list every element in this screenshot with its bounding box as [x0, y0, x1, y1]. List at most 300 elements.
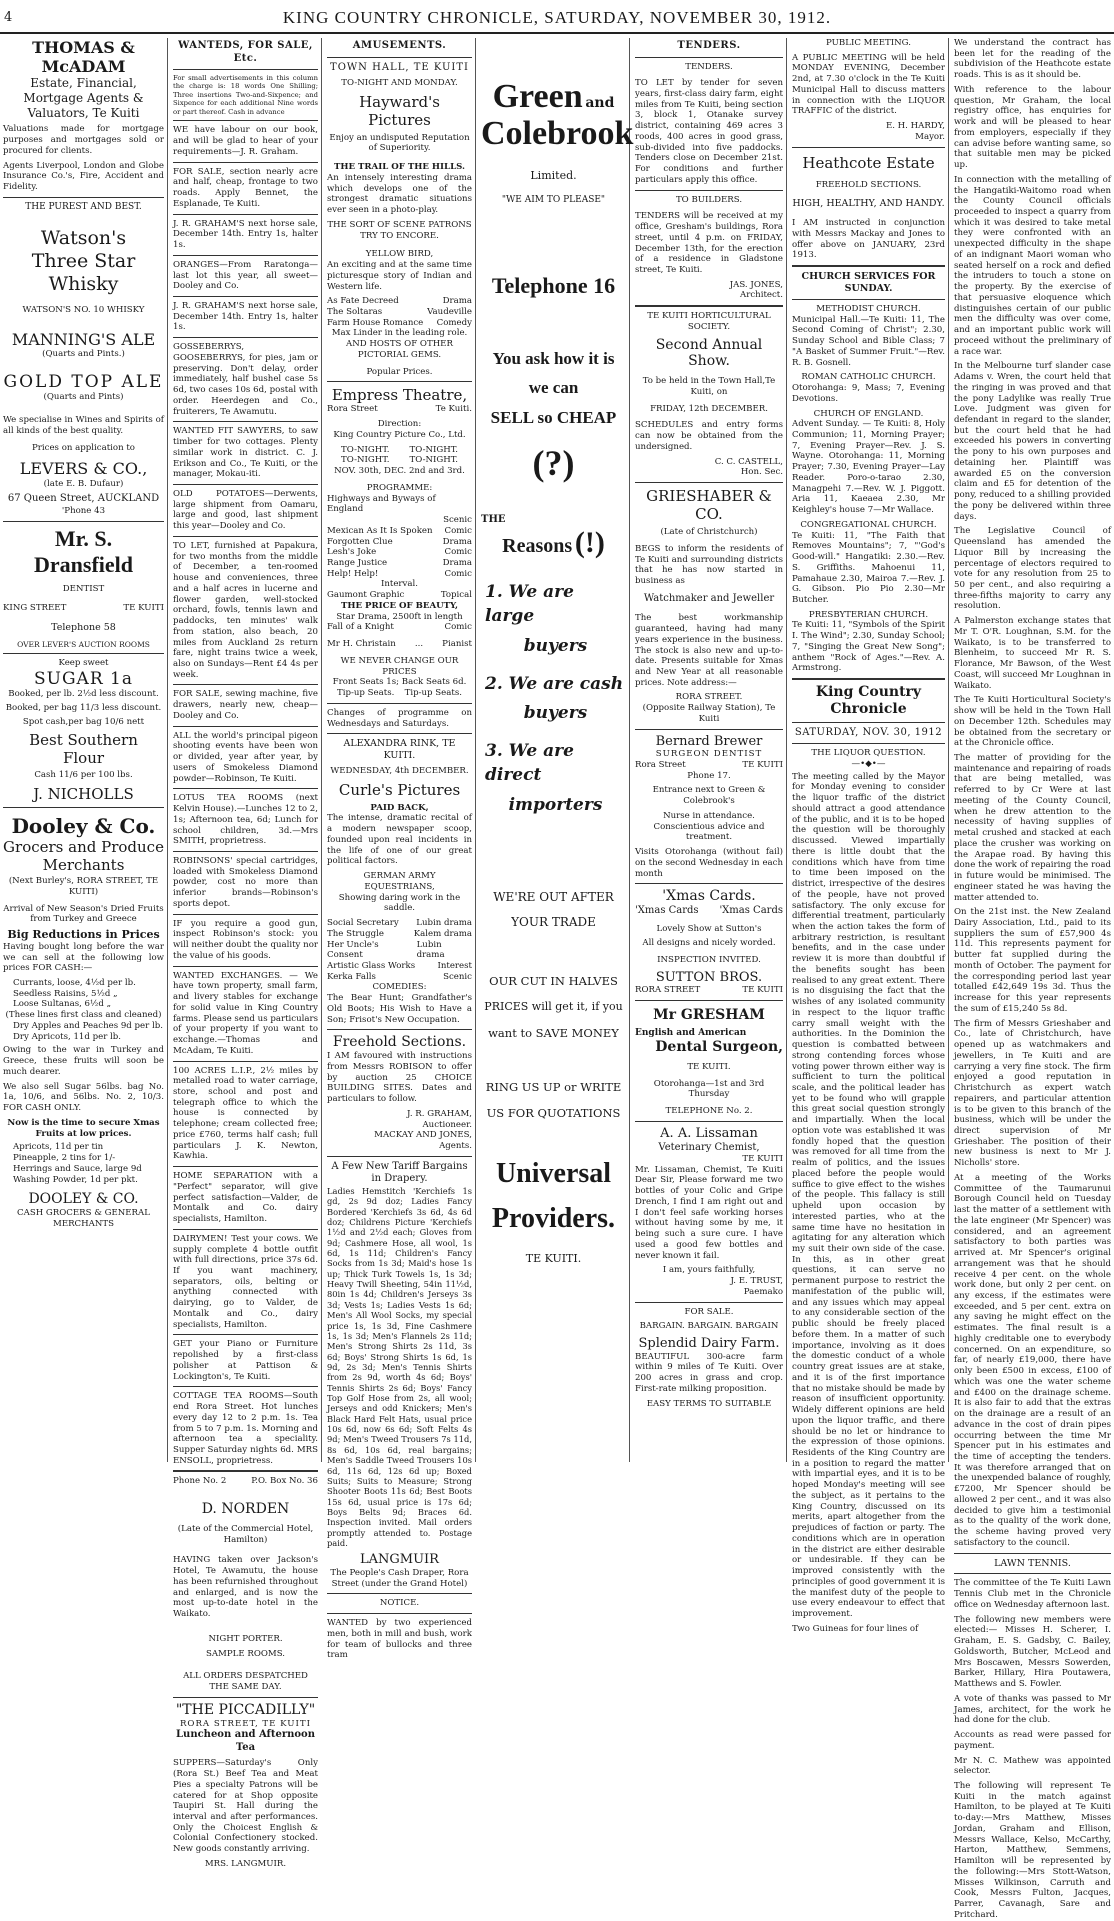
- high-healthy: HIGH, HEALTHY, AND HANDY.: [792, 198, 945, 210]
- te-kuiti: TE KUITI: [742, 985, 783, 996]
- schedules-text: SCHEDULES and entry forms can now be obtained from the undersigned.: [635, 420, 783, 452]
- tariff-text: Ladies Hemstitch 'Kerchiefs 1s gd, 2s 9d doz; Ladies Fancy Bordered 'Kerchiefs 3s 6d, 4s 6d doz; Childrens Picture 'Kerchiefs 1½d and 2½d each; Gloves from 9d; Cashmere Hose, all wool, 1s 6d, 1s 11d; Children's Fancy Socks from 1s 3d; Maid's hose 1s up; Thick Turk Towels 1s, 1s 3d; Heavy Twill Sheeting, 54in 11½d, 80in 1s 4d; Children's Jerseys 3s 3d; Vests 1s; Ladies Vests 1s 6d; Men's All Wool Socks, my special price 1s, 1s 3d, Fine Cashmere 1s, 1s 3d; Men's Flannels 2s 11d; Men's Strong Shirts 2s 11d, 3s 6d; Boys' Strong Shirts 1s 6d, 1s 9d, 2s 3d; Men's Tennis Shirts from 2s 9d, worth 4s 6d; Boys' Tennis Shirts 2s 6d; Boys' Fancy Top Golf Hose from 2s, all wool; Jerseys and odd Knickers; Men's Black Hard Felt Hats, usual price 10s 6d, now 6s 6d; Soft Felts 4s 9d; Men's Tweed Trousers 7s 11d, 8s 6d, 10s 6d, real bargains; Men's Saddle Tweed Trousers 10s 6d, 11s 6d, 12s 6d up; Boxed Suits; Suits to Measure; Strong Shooter Boots 11s 6d; Best Boots 15s 6d, usual price is 17s 6d; Boys Belts 9d; Braces 6d. Inspection invited. Mail orders promptly attended to. Postage paid.: [327, 1185, 472, 1549]
- english-american: English and American: [635, 1027, 747, 1038]
- builders-heading: TO BUILDERS.: [675, 194, 743, 205]
- xmas-text: Now is the time to secure Xmas Fruits at low prices.: [7, 1117, 160, 1139]
- max-linder: Max Linder in the leading role.: [331, 328, 468, 339]
- dooley-footer: CASH GROCERS & GENERAL MERCHANTS: [17, 1208, 150, 1229]
- classified-ad: WANTED EXCHANGES. — We have town property, small farm, and livery stables for exchange for solid value in King Country farms. Please send us particulars of your property if you want to exchange.—Thomas and McAdam, Te Kuiti.: [173, 970, 319, 1056]
- owing-text: Owing to the war in Turkey and Greece, these fruits will soon be much dearer.: [3, 1045, 164, 1077]
- dooley-subtitle: Grocers and Produce: [3, 838, 164, 857]
- sell-cheap: SELL so CHEAP: [490, 408, 617, 428]
- empress-dates: NOV. 30th, DEC. 2nd and 3rd.: [334, 466, 465, 477]
- reason-3: 3. We are direct: [485, 741, 574, 785]
- news-paragraph: Accounts as read were passed for payment.: [954, 1730, 1111, 1751]
- enjoy-text: Enjoy an undisputed Reputation of Superiority.: [329, 132, 470, 154]
- flour-title: Best Southern: [29, 731, 138, 750]
- suppers-text: SUPPERS—Saturday's Only (Rora St.) Beef Tea and Meat Pies a specialty Patrons will be catered for at Shop opposite Taupiri St. Hall during the interval and after performances. Only the Choicest English & Colonial Confectionery stocked. New goods constantly arriving.: [173, 1758, 318, 1855]
- editorial-text: The meeting called by the Mayor for Monday evening to consider the liquor traffic of the district should attract a good attendance of the public, and it is to be hoped the question will be thoroughly discussed. Viewed impartially there is little doubt that the conditions which have from time to time been imposed on the district, irrespective of the desires of the people, have not proved satisfactory. The only excuse for differential treatment, particularly when the action takes the form of arbitrary restriction, is resultant benefits, and in the case under review it is more than doubtful if the benefits sought has been realised to any great extent. There is no disguising the fact that the wishes of any isolated community in respect to the liquor traffic carry small weight with the authorities. In the Dominion the question is combatted between strong contending forces whose voting power thrown either way is sufficient to turn the political scale, and the political leader has yet to be found who will grapple this great social question strongly and impartially. When the local option vote was established it was fondly hoped that the question was removed for all time from the realm of politics, and the issues placed before the people would suffice to give effect to the wishes of the people. This fallacy is still upheld upon occasion by interested parties, who at the same time have no hesitation in agitating for any alteration which my suit their own side of the case. In this, as in other great questions, it can serve no permanent purpose to restrict the manifestation of the public will, and any issues which may appeal to any considerable section of the public should be freely placed before them. In a matter of such importance, involving as it does the domestic conduct of a whole country great issues are at stake, and it is of the first importance that no mistake should be made by reason of insufficient opportunity. Widely different opinions are held upon the liquor traffic, and there should be no let or hindrance to the expression of those opinions. Residents of the King Country are in a position to regard the matter with impartial eyes, and it is to be hoped Monday's meeting will see the subject, as it pertains to the King Country, discussed on its merits, apart altogether from the prejudices of faction or party. The conditions which are in operation in the district are either desirable or undesirable. If they can be improved consistently with the principles of good government it is the manifest duty of the people to use every endeavour to effect that improvement.: [792, 771, 945, 1619]
- column-6: [789, 38, 949, 1634]
- alexandra-rink: ALEXANDRA RINK, TE KUITI.: [343, 738, 456, 762]
- luncheon: Luncheon and Afternoon Tea: [176, 1729, 315, 1753]
- tipup: Tip-up Seats.: [337, 688, 395, 699]
- dransfield-telephone: Telephone 58: [51, 621, 116, 633]
- visits-text: Visits Otorohanga (without fail) on the second Wednesday in each month: [635, 847, 783, 879]
- yellow-text: An exciting and at the same time picturesque story of Indian and Western life.: [327, 260, 472, 292]
- news-paragraph: The firm of Messrs Grieshaber and Co., late of Christchurch, have opened up as watchmakers and jewellers, in Te Kuiti and are carrying a very fine stock. The firm enjoyed a good reputation in Christchurch as expert watch repairers, and particular attention is to be given to this branch of the business, which will be under the direct supervision of Mr Grieshaber. The position of their new business is next to Mr J. Nicholls' store.: [954, 1018, 1111, 1169]
- ornament: —•◆•—: [851, 758, 886, 769]
- phone-17: Phone 17.: [687, 770, 731, 781]
- scenic-label: Scenic: [443, 515, 472, 526]
- empress-title: Empress Theatre,: [331, 386, 468, 405]
- telephone-16: Telephone 16: [491, 272, 616, 298]
- popular-prices: Popular Prices.: [366, 366, 433, 377]
- te-kuiti-footer: TE KUITI.: [525, 1252, 582, 1266]
- classified-ad: ORANGES—From Raratonga—last lot this year, all sweet—Dooley and Co.: [173, 259, 318, 292]
- public-meeting-heading: PUBLIC MEETING.: [826, 38, 911, 48]
- watchmaker: Watchmaker and Jeweller: [643, 592, 775, 604]
- paid-back: PAID BACK,: [370, 802, 429, 813]
- classified-ad: J. R. GRAHAM'S next horse sale, December 14th. Entry 1s, halter 1s.: [173, 218, 318, 251]
- german-army: GERMAN ARMY EQUESTRIANS,: [363, 871, 436, 892]
- freehold-text: I AM favoured with instructions from Messrs ROBISON to offer by auction 25 CHOICE BUILDING SITES. Dates and particulars to follow.: [327, 1051, 472, 1105]
- programme-item: Social Secretary Lubin drama: [327, 918, 472, 929]
- changes-text: Changes of programme on Wednesdays and Saturdays.: [327, 707, 472, 729]
- agents-label: Agents.: [439, 1141, 472, 1152]
- telephone-no-2: TELEPHONE No. 2.: [665, 1106, 753, 1117]
- catholic-text: Otorohanga: 9, Mass; 7, Evening Devotions.: [792, 383, 945, 404]
- flour-title: Flour: [62, 749, 105, 768]
- annual-show: Second Annual Show.: [655, 336, 763, 370]
- programme-item: Kerka Falls Scenic: [327, 971, 472, 982]
- comedies-text: The Bear Hunt; Grandfather's Old Boots; His Wish to Have a Son; Frisot's New Occupation.: [327, 993, 472, 1025]
- notice-text: WANTED by two experienced men, both in mill and bush, work for team of bullocks and three tram: [327, 1618, 472, 1661]
- lawn-tennis-heading: LAWN TENNIS.: [994, 1557, 1071, 1569]
- classified-ad: DAIRYMEN! Test your cows. We supply complete 4 bottle outfit with full directions, price 37s 6d. If you want machinery, separators, oils, belting or anything connected with dairying, go to Valder, de Montalk and Co., dairy specialists, Hamilton.: [173, 1233, 318, 1330]
- inspection-invited: INSPECTION INVITED.: [657, 955, 761, 966]
- mackay-jones: MACKAY AND JONES,: [374, 1130, 472, 1141]
- king-street: KING STREET: [3, 603, 67, 614]
- news-paragraph: The following new members were elected:— Misses H. Scherer, I. Graham, E. S. Gadsby, C. Bailey, Goldsworth, Butcher, McLeod and Mrs Boscawen, Messrs Sowerden, Barker, Hillary, Hira Poutawera, Matthews and S. Fowler.: [954, 1614, 1111, 1690]
- classified-ad: J. R. GRAHAM'S next horse sale, December 14th. Entry 1s, halter 1s.: [173, 300, 318, 333]
- piccadilly-title: "THE PICCADILLY": [175, 1701, 316, 1718]
- firm-subtitle: Estate, Financial,: [30, 76, 137, 91]
- instructed-text: I AM instructed in conjunction with Messrs Mackay and Jones to offer above on JANUARY, 23rd 1913.: [792, 218, 945, 261]
- norden-pobox: P.O. Box No. 36: [251, 1476, 318, 1487]
- goldtop-title: GOLD TOP ALE: [3, 372, 164, 393]
- grieshaber-title: GRIESHABER & CO.: [646, 487, 772, 524]
- yours-faithfully: I am, yours faithfully,: [662, 1265, 756, 1276]
- sugar-title: SUGAR 1a: [34, 668, 133, 689]
- cut-1: OUR CUT IN HALVES: [489, 973, 618, 988]
- langmuir-title: LANGMUIR: [360, 1552, 439, 1568]
- tenders-heading: TENDERS.: [677, 40, 741, 51]
- england: CHURCH OF ENGLAND.: [813, 408, 924, 419]
- reason-1b: buyers: [523, 635, 588, 656]
- otorohanga-text: Otorohanga—1st and 3rd Thursday: [653, 1078, 765, 1100]
- begs-text: BEGS to inform the residents of Te Kuiti and surrounding districts that he has now started in business as: [635, 543, 783, 587]
- and-word: and: [585, 95, 615, 111]
- sort-text: THE SORT OF SCENE PATRONS TRY TO ENCORE.: [327, 219, 472, 241]
- chronicle-title: King Country Chronicle: [815, 684, 922, 717]
- programme-item: Her Uncle's Consent Lubin drama: [327, 939, 445, 961]
- norden-text: HAVING taken over Jackson's Hotel, Te Awamutu, the house has been refurnished throughout and enlarged, and is now the most up-to-date hotel in the Waikato.: [173, 1555, 318, 1620]
- town-hall: TOWN HALL, TE KUITI: [330, 61, 469, 73]
- mannings-title: MANNING'S ALE: [11, 330, 156, 350]
- classified-ad: HOME SEPARATION with a "Perfect" separator, will give perfect satisfaction—Valder, de Montalk and Co. dairy specialists, Hamilton.: [173, 1171, 318, 1225]
- norden-sub: (Late of the Commercial Hotel, Hamilton): [177, 1524, 314, 1545]
- architect-label: Architect.: [740, 290, 783, 301]
- over-levers: OVER LEVER'S AUCTION ROOMS: [17, 639, 150, 649]
- presbyterian-text: Te Kuiti: 11, "Symbols of the Spirit I. The Wind"; 2.30, Sunday School; 7, "Singing the Great New Song"; anthem "Rock of Ages."—Rev. A. Armstrong.: [792, 620, 945, 674]
- page-number: 4: [4, 10, 13, 25]
- cut-2: PRICES will get it, if you: [484, 999, 623, 1013]
- methodist-text: Municipal Hall.—Te Kuiti: 11, The Second Coming of Christ"; 2.30, Sunday School and Bible Class; 7 "A Basket of Summer Fruit."—Rev. R. B. Gosnell.: [792, 314, 945, 368]
- heathcote-title: Heathcote Estate: [802, 153, 935, 172]
- arrival-text: Arrival of New Season's Dried Fruits from Turkey and Greece: [3, 903, 164, 925]
- masthead: [0, 0, 1114, 34]
- column-7: [951, 38, 1114, 1920]
- question-mark: (?): [532, 443, 575, 484]
- booked-2: Booked, per bag 11/3 less discount.: [5, 702, 162, 713]
- te-kuiti: TE KUITI: [742, 759, 783, 770]
- xmas-card: 'Xmas Cards: [719, 905, 783, 917]
- wines-text: We specialise in Wines and Spirits of all kinds of the best quality.: [3, 415, 164, 436]
- jones-sig: JAS. JONES,: [729, 279, 783, 290]
- never-change: WE NEVER CHANGE OUR PRICES: [340, 655, 459, 677]
- meeting-text: A PUBLIC MEETING will be held MONDAY EVENING, December 2nd, at 7.30 o'clock in the Te Kuiti Municipal Hall to discuss matters in connection with the LIQUOR TRAFFIC of the district.: [792, 52, 945, 117]
- graham-sig: J. R. GRAHAM,: [407, 1108, 472, 1119]
- rora-street: Rora Street: [635, 759, 686, 770]
- column-1: [0, 38, 168, 1462]
- apricots-tin: Apricots, 11d per tin: [13, 1142, 104, 1153]
- surgeon-dentist: SURGEON DENTIST: [655, 749, 763, 760]
- church-heading: CHURCH SERVICES FOR SUNDAY.: [801, 271, 936, 295]
- opposite-station: (Opposite Railway Station), Te Kuiti: [642, 703, 776, 724]
- having-text: Having bought long before the war we can sell at the following low prices FOR CASH:—: [3, 941, 164, 974]
- tonight-label: TO-NIGHT.: [409, 444, 458, 455]
- firm-subtitle: Valuators, Te Kuiti: [27, 106, 140, 121]
- sugar56-text: We also sell Sugar 56lbs. bag No. 1a, 10/6, and 56lbs. No. 2, 10/3. FOR CASH ONLY.: [3, 1081, 164, 1114]
- price-of-beauty: THE PRICE OF BEAUTY,: [340, 600, 459, 611]
- programme-item: Help! Help! Comic: [327, 568, 472, 579]
- yellow-bird: YELLOW BIRD,: [365, 249, 434, 260]
- all-designs: All designs and nicely worded.: [642, 938, 776, 949]
- direction-label: Direction:: [377, 419, 422, 430]
- classified-ad: WANTED FIT SAWYERS, to saw timber for two cottages. Plenty similar work in district. C. J. Erikson and Co., Te Kuiti, or the manager, Mokau-iti.: [173, 426, 318, 480]
- reason-3b: importers: [508, 794, 603, 815]
- firm-agents: Agents Liverpool, London and Globe Insurance Co.'s, Fire, Accident and Fidelity.: [3, 160, 164, 193]
- news-paragraph: In connection with the metalling of the Hangatiki-Waitomo road when the County Council officials proceeded to inspect a quarry from which it was desired to take metal they were confronted with an unexpected difficulty in the shape of an indignant Maori woman who seated herself on a rock and defied the intruders to touch a stone on the property. By the exercise of that persuasive eloquence which distinguishes certain of our public men the difficulty was over come, and an important public work will proceed without the preliminary of a race war.: [954, 174, 1111, 357]
- langmuir-sub: The People's Cash Draper, Rora Street (under the Grand Hotel): [330, 1568, 469, 1589]
- classified-ad: ROBINSONS' special cartridges, loaded with Smokeless Diamond powder, cost no more than inferior brands—Robinson's sports depot.: [173, 856, 318, 909]
- hon-sec: Hon. Sec.: [740, 467, 783, 478]
- rora-street: RORA STREET: [635, 985, 701, 996]
- programme-item: The Struggle Kalem drama: [327, 928, 472, 939]
- providers-title: Providers.: [491, 1202, 616, 1234]
- hosts-text: AND HOSTS OF OTHER PICTORIAL GEMS.: [346, 339, 453, 360]
- hort-society: TE KUITI HORTICULTURAL SOCIETY.: [647, 311, 771, 332]
- congregational-text: Te Kuiti: 11, "The Faith that Removes Mountains"; 7, "'God's Good-will." Hangatiki: 2.30.—Rev. S. Griffiths. Mahoenui 11, Pamahaue 2.30, Mairoa 7.—Rev. J. G. Gibson. Pio Pio 2.30—Mr Butcher.: [792, 530, 945, 605]
- tender-2: TENDERS will be received at my office, Gresham's buildings, Rora street, until 4 p.m. on FRIDAY, December 13th, for the erection of a residence in Gladstone street, Te Kuiti.: [635, 211, 783, 275]
- picture-co: King Country Picture Co., Ltd.: [333, 429, 466, 440]
- tonight-label: TO-NIGHT.: [341, 444, 390, 455]
- entrance-text: Entrance next to Green & Colebrook's: [652, 785, 766, 807]
- apples: Dry Apples and Peaches 9d per lb.: [13, 1020, 163, 1031]
- norden-title: D. NORDEN: [201, 1501, 290, 1518]
- haywards-title: Hayward's Pictures: [359, 92, 440, 129]
- out-after-1: WE'RE OUT AFTER: [493, 889, 614, 904]
- gresham-title: Mr GRESHAM: [653, 1007, 765, 1024]
- vet-chemist: Veterinary Chemist,: [658, 1141, 760, 1153]
- hardy-sig: E. H. HARDY,: [885, 121, 945, 132]
- thomas-mcadam-title: THOMAS & McADAM: [32, 38, 135, 77]
- classified-ad: LOTUS TEA ROOMS (next Kelvin House).—Lunches 12 to 2, 1s; Afternoon tea, 6d; Lunch for school children, 3d.—Mrs SMITH, proprietress.: [173, 793, 318, 847]
- mayor-label: Mayor.: [915, 131, 945, 142]
- classified-ad: GOSSEBERRYS, GOOSEBERRYS, for pies, jam or preserving. Don't delay, order immediately, half bushel case 5s 6d, two cases 10s 6d, postal with order. Heerdegen and Co., fruiterers, Te Awamutu.: [173, 342, 318, 417]
- advice-text: Conscientious advice and treatment.: [653, 821, 765, 843]
- lines-note: (These lines first class and cleaned): [5, 1010, 162, 1021]
- presbyterian: PRESBYTERIAN CHURCH.: [808, 609, 929, 620]
- dental-surgeon: Dental Surgeon,: [655, 1039, 783, 1056]
- gaumont: Gaumont Graphic: [327, 590, 405, 601]
- lissaman-te-kuiti: TE KUITI: [742, 1154, 783, 1165]
- levers-address: 67 Queen Street, AUCKLAND: [7, 493, 160, 505]
- firm-subtitle: Mortgage Agents &: [23, 91, 144, 106]
- pineapple: Pineapple, 2 tins for 1/-: [13, 1153, 116, 1164]
- news-paragraph: The Legislative Council of Queensland has amended the Liquor Bill by increasing the percentage of electors required to vote for any resolution from 25 to 50 per cent., and also requiring a three-fifths majority to carry any resolution.: [954, 526, 1111, 612]
- programme-heading: PROGRAMME:: [366, 482, 433, 493]
- topical: Topical: [440, 590, 472, 601]
- sultanas: Loose Sultanas, 6½d „: [13, 999, 112, 1010]
- raisins: Seedless Raisins, 5½d „: [13, 988, 118, 999]
- tonight-label: TO-NIGHT.: [409, 455, 458, 466]
- keep-sweet: Keep sweet: [58, 658, 109, 669]
- programme-item: Forgotten Clue Drama: [327, 536, 472, 547]
- levers-title: LEVERS & CO.,: [19, 459, 148, 479]
- beauty-sub: Star Drama, 2500ft in length: [336, 611, 463, 622]
- tonight-monday: TO-NIGHT AND MONDAY.: [341, 78, 458, 88]
- firm-text: Valuations made for mortgage purposes and mortgages sold or procured for clients.: [3, 124, 164, 156]
- lissaman-letter: Mr. Lissaman, Chemist, Te Kuiti Dear Sir, Please forward me two bottles of your Colic and Gripe Drench, I find I am right out and I don't feel safe working horses without having some by me, it being such a sure cure. I have used a good few bottles and never known it fail.: [635, 1164, 783, 1261]
- colebrook-title: Colebrook: [481, 115, 634, 153]
- curles-title: Curle's Pictures: [338, 780, 461, 799]
- tenders-sub: TENDERS.: [685, 61, 733, 72]
- news-paragraph: In the Melbourne turf slander case Adams v. Wren, the court held that the ringing in was proved and that the pony Ladylike was really True Love. Judgment was given for defendant in regard to the slander, but the court held that he had exceeded his powers in converting the pony to his own purposes and detaining her. Plaintiff was awarded £5 on the conversion claim and £5 for detention of the pony, reduced to a shilling provided the pony be delivered within three days.: [954, 361, 1111, 522]
- classified-ad: IF you require a good gun, inspect Robinson's stock: you will neither doubt the quality nor the value of his goods.: [173, 918, 318, 961]
- brewer-title: Bernard Brewer: [655, 733, 763, 749]
- sutton-bros: SUTTON BROS.: [655, 969, 763, 985]
- green-title-row: [481, 78, 626, 115]
- news-paragraph: On the 21st inst. the New Zealand Dairy Association, Ltd., paid to its suppliers the sum of £57,900 4s 11d. This represents payment for butter fat supplied during the month of October. The payment for the corresponding period last year totalled £42,649 19s 3d. Thus the increase for this year represents the sum of £15,240 5s 8d.: [954, 907, 1111, 1014]
- easy-terms: EASY TERMS TO SUITABLE: [646, 1398, 772, 1409]
- night-porter: NIGHT PORTER.: [208, 1633, 283, 1644]
- comedies-heading: COMEDIES:: [372, 982, 427, 993]
- currants: Currants, loose, 4½d per lb.: [13, 978, 136, 989]
- column-5: [632, 38, 787, 1462]
- column-2: [170, 38, 322, 1869]
- rates-text: For small advertisements in this column the charge is: 18 words One Shilling; Three insertions Two-and-Sixpence; and Sixpence for each additional Nine words or part thereof. Cash in advance: [173, 74, 318, 116]
- best-workmanship: The best workmanship guaranteed, having had many years experience in the business. The stock is also new and up-to-date. Presents suitable for Xmas and New Year at all reasonable prices. Note address:—: [635, 613, 783, 688]
- levers-phone: 'Phone 43: [61, 505, 106, 516]
- bargain: BARGAIN. BARGAIN. BARGAIN: [639, 1321, 779, 1332]
- freehold-sections: FREEHOLD SECTIONS.: [815, 179, 922, 190]
- paid-text: The intense, dramatic recital of a modern newspaper scoop, founded upon real incidents in the life of one of our great political factors.: [327, 813, 472, 867]
- spot-cash: Spot cash,per bag 10/6 nett: [22, 716, 145, 727]
- programme-item: Lesh's Joke Comic: [327, 547, 472, 558]
- trail-heading: THE TRAIL OF THE HILLS.: [333, 162, 466, 173]
- classified-ad: 100 ACRES L.I.P., 2½ miles by metalled road to water carriage, store, school and post and telegraph office to which the house is connected by telephone; cream collected free; price £760, terms half cash; full particulars J. K. Newton, Kawhia.: [173, 1065, 318, 1162]
- te-kuiti: TE KUITI: [123, 603, 164, 614]
- classified-ad: OLD POTATOES—Derwents, large shipment from Oamaru, large and good, last shipment this year—Dooley and Co.: [173, 488, 318, 532]
- reasons-title: Reasons: [502, 535, 573, 558]
- castell-sig: C. C. CASTELL,: [714, 456, 783, 467]
- dooley-co: DOOLEY & CO.: [28, 1191, 139, 1208]
- news-paragraph: The committee of the Te Kuiti Lawn Tennis Club met in the Chronicle office on Wednesday afternoon last.: [954, 1578, 1111, 1610]
- classified-ad: FOR SALE, sewing machine, five drawers, nearly new, cheap—Dooley and Co.: [173, 689, 318, 721]
- programme-item: Artistic Glass Works Interest: [327, 961, 472, 972]
- fall-knight: Fall of a Knight: [327, 622, 394, 633]
- aim-to-please: "WE AIM TO PLEASE": [501, 194, 606, 205]
- norden-phone: Phone No. 2: [173, 1476, 227, 1487]
- tender-1: TO LET by tender for seven years, first-class dairy farm, eight miles from Te Kuiti, being section 3, block 1, Otanake survey district, containing 469 acres 3 roods, 400 acres in good grass, sub-divided into five paddocks. Tenders close on December 21st. For conditions and further particulars apply this office.: [635, 78, 783, 185]
- apricots: Dry Apricots, 11d per lb.: [13, 1031, 122, 1042]
- wednesday-date: WEDNESDAY, 4th DECEMBER.: [330, 766, 469, 776]
- dentist-label: DENTIST: [62, 584, 105, 595]
- showing-text: Showing daring work in the saddle.: [338, 892, 461, 914]
- green-title: Green: [492, 78, 583, 115]
- freehold-title: Freehold Sections.: [332, 1034, 467, 1051]
- liquor-heading: THE LIQUOR QUESTION.: [811, 748, 926, 759]
- exclamation: (!): [574, 526, 605, 560]
- flour-cash: Cash 11/6 per 100 lbs.: [34, 770, 133, 781]
- lovely-show: Lovely Show at Sutton's: [656, 923, 762, 934]
- piccadilly-address: RORA STREET, TE KUITI: [179, 1718, 312, 1729]
- orders-despatched: ALL ORDERS DESPATCHED THE SAME DAY.: [183, 1671, 308, 1693]
- news-paragraph: The following will represent Te Kuiti in the match against Hamilton, to be played at Te Kuiti to-day:—Mrs Matthew, Misses Jordan, Graham and Ellison, Messrs Wallace, Kelso, McCarthy, Harton, Matthew, Semmens, Hamilton will be represented by the following:—Mrs Stott-Watson, Misses Wilkinson, Carruth and Cook, Messrs Fulton, Jacques, Parrer, Cavanagh, Sare and Pritchard.: [954, 1780, 1111, 1920]
- tariff-heading: A Few New Tariff Bargains in Drapery.: [331, 1160, 468, 1185]
- programme-item: Range Justice Drama: [327, 557, 472, 568]
- beautiful-text: BEAUTIFUL 300-acre farm within 9 miles of Te Kuiti. Over 200 acres in grass and crop. First-rate milking proposition.: [635, 1351, 783, 1394]
- classified-ad: ALL the world's principal pigeon shooting events have been won or divided, year after year, by users of Smokeless Diamond powder—Robinson, Te Kuiti.: [173, 730, 318, 784]
- classified-ad: COTTAGE TEA ROOMS—South end Rora Street. Hot lunches every day 12 to 2 p.m. 1s. Tea from 5 to 7 p.m. 1s. Morning and afternoon tea a speciality. Supper Saturday nights 6d. MRS ENSOLL, proprietress.: [173, 1391, 318, 1466]
- column-3: [324, 38, 476, 1661]
- watsons-title: Watson's: [40, 227, 127, 250]
- we-can: we can: [528, 377, 579, 397]
- front-seats: Front Seats 1s; Back Seats 6d.: [332, 677, 467, 688]
- the-word: THE: [481, 513, 506, 525]
- reason-2b: buyers: [523, 703, 588, 724]
- catholic: ROMAN CATHOLIC CHURCH.: [801, 372, 936, 383]
- nurse-text: Nurse in attendance.: [663, 810, 755, 821]
- news-paragraph: With reference to the labour question, Mr Graham, the local registry office, has enquiries for work and will be pleased to hear from employers, especially if they can advise before wanting same, so that suitable men may be picked up.: [954, 84, 1111, 171]
- comic-label: Comic: [444, 622, 472, 633]
- editorial-date: SATURDAY, NOV. 30, 1912: [794, 726, 943, 738]
- notice-heading: NOTICE.: [379, 1598, 420, 1609]
- christchurch-sub: (Late of Christchurch): [660, 527, 758, 538]
- watsons-10: WATSON'S NO. 10 WHISKY: [22, 305, 145, 316]
- highways: Highways and Byways of England: [327, 493, 436, 515]
- programme-item: Farm House Romance Comedy: [327, 317, 472, 328]
- news-paragraph: We understand the contract has been let for the reading of the subdivision of the Heathcote estate roads. This is as it should be.: [954, 38, 1111, 81]
- out-after-2: YOUR TRADE: [511, 914, 596, 929]
- classified-ad: FOR SALE, section nearly acre and half, cheap, frontage to two roads. Apply Bennet, the Esplanade, Te Kuiti.: [173, 166, 318, 209]
- dairy-farm: Splendid Dairy Farm.: [638, 1336, 780, 1352]
- xmas-cards-title: 'Xmas Cards.: [662, 888, 756, 905]
- programme-item: Mexican As It Is Spoken Comic: [327, 525, 472, 536]
- nicholls-name: J. NICHOLLS: [33, 785, 134, 804]
- newspaper-title: KING COUNTRY CHRONICLE, SATURDAY, NOVEMBER 30, 1912.: [282, 8, 832, 27]
- reason-1: 1. We are large: [485, 582, 574, 626]
- ring-1: RING US UP or WRITE: [485, 1080, 622, 1094]
- booked-1: Booked, per lb. 2½d less discount.: [8, 689, 159, 700]
- trail-text: An intensely interesting drama which develops one of the strongest dramatic situations ever seen in a photo-play.: [327, 172, 472, 216]
- reason-2: 2. We are cash: [485, 673, 624, 694]
- classified-ad: GET your Piano or Furniture repolished by a first-class polisher at Pattison & Lockington's, Te Kuiti.: [173, 1339, 318, 1382]
- prices-text: Prices on application to: [32, 442, 135, 453]
- watsons-title: Three Star Whisky: [31, 249, 136, 295]
- empress-street: Rora Street: [327, 404, 378, 415]
- show-held: To be held in the Town Hall,Te Kuiti, on: [642, 376, 776, 397]
- news-paragraph: The Te Kuiti Horticultural Society's show will be held in the Town Hall on December 12th. Schedules may be obtained from the secretary or at the Chronicle office.: [954, 695, 1111, 749]
- dots: ...: [414, 639, 424, 650]
- methodist: METHODIST CHURCH.: [816, 303, 921, 314]
- ring-2: US FOR QUOTATIONS: [486, 1106, 621, 1121]
- interval: Interval.: [380, 579, 419, 590]
- pianist: Pianist: [442, 639, 472, 650]
- column-4: [478, 38, 634, 1462]
- empress-town: Te Kuiti.: [435, 404, 472, 415]
- dooley-subtitle: Merchants: [42, 856, 125, 875]
- christain: Mr H. Christain: [327, 639, 396, 650]
- rora-street: RORA STREET.: [675, 692, 743, 703]
- trust-sig: J. E. TRUST,: [730, 1276, 783, 1287]
- goldtop-sub: (Quarts and Pints): [43, 392, 124, 403]
- news-paragraph: A Palmerston exchange states that Mr T. O'R. Loughnan, S.M. for the Waikato, is to be transferred to Blenheim, to succeed Mr R. S. Florance, Mr Bawson, of the West Coast, will succeed Mr Loughnan in Waikato.: [954, 616, 1111, 691]
- for-sale: FOR SALE.: [684, 1306, 734, 1317]
- sample-rooms: SAMPLE ROOMS.: [205, 1648, 286, 1659]
- news-paragraph: A vote of thanks was passed to Mr James, architect, for the work he had done for the club.: [954, 1693, 1111, 1726]
- congregational: CONGREGATIONAL CHURCH.: [800, 519, 937, 530]
- news-paragraph: Mr N. C. Mathew was appointed selector.: [954, 1755, 1111, 1777]
- mannings-sub: (Quarts and Pints.): [42, 349, 125, 360]
- classified-ad: WE have labour on our book, and will be glad to hear of your requirements—J. R. Graham.: [173, 125, 318, 157]
- news-paragraph: At a meeting of the Works Committee of the Taumarunui Borough Council held on Tuesday last the matter of a settlement with the late engineer (Mr Spencer) was considered, and an agreement satisfactory to both parties was arrived at. Mr Spencer's original arrangement was that he should receive 4 per cent. on the whole work done, but only 2 per cent. on any excess, if the estimates were exceeded, and 5 per cent. extra on any saving he might effect on the estimates. The final result is a highly creditable one to everybody concerned. On an expenditure, so far, of nearly £19,000, there have only been £500 in excess, £100 of which was one the water scheme and £400 on the drainage scheme. It is also fair to add that the extras on the drainage are a result of an advance in the cost of drain pipes occurring between the time Mr Spencer put in his estimates and the time of accepting the tenders. It was therefore arranged that on the unexpended balance of roughly, £7200, Mr Spencer should be allowed 2 per cent., and it was also decided to give him a testimonial as to the quality of the work done, the scheme having proved very satisfactory to the council.: [954, 1172, 1111, 1548]
- wanteds-heading: WANTEDS, FOR SALE, Etc.: [178, 40, 313, 64]
- washing-powder: Washing Powder, 1d per pkt.: [13, 1174, 138, 1185]
- gresham-te-kuiti: TE KUITI.: [687, 1061, 731, 1072]
- lissaman-title: A. A. Lissaman: [660, 1125, 758, 1141]
- programme-item: The Soltaras Vaudeville: [327, 307, 472, 318]
- tonight-label: TO-NIGHT.: [341, 455, 390, 466]
- england-text: Advent Sunday. — Te Kuiti: 8, Holy Communion; 11, Morning Prayer; 7, Evening Prayer—Rev. J. S. Wayne. Otorohanga: 11, Morning Prayer; 7.30, Evening Prayer—Lay Reader. Poro-o-tarao 2.30, Managpehi 7.—Rev. W. J. Piggott. Aria 11, Kaeaea 2.30, Mr Keighley's house 7—Mr Wallace.: [792, 419, 945, 516]
- reductions-heading: Big Reductions in Prices: [7, 928, 160, 942]
- ask-text: You ask how it is: [492, 348, 615, 368]
- paemako: Paemako: [743, 1286, 783, 1297]
- tipup: Tip-up Seats.: [404, 688, 462, 699]
- cut-3: want to SAVE MONEY: [488, 1025, 619, 1040]
- langsmuir: MRS. LANGMUIR.: [204, 1858, 287, 1869]
- purest-heading: THE PUREST AND BEST.: [25, 201, 142, 212]
- herrings: Herrings and Sauce, large 9d: [13, 1163, 142, 1174]
- xmas-card: 'Xmas Cards: [635, 905, 699, 917]
- amusements-heading: AMUSEMENTS.: [352, 40, 447, 51]
- dooley-title: Dooley & Co.: [11, 814, 156, 839]
- dooley-address: (Next Burley's, RORA STREET, TE KUITI): [8, 876, 159, 897]
- limited: Limited.: [530, 168, 577, 182]
- programme-item: As Fate Decreed Drama: [327, 296, 472, 307]
- news-paragraph: The matter of providing for the maintenance and repairing of roads that are being metalled, was referred to by Cr Were at last meeting of the County Council, when he drew attention to the necessity of having supplies of metal crushed and stacked at each place the crusher was working on the Arapae road. By having this done the work of repairing the road in future would be minimised. The engineer stated he was having the matter attended to.: [954, 753, 1111, 903]
